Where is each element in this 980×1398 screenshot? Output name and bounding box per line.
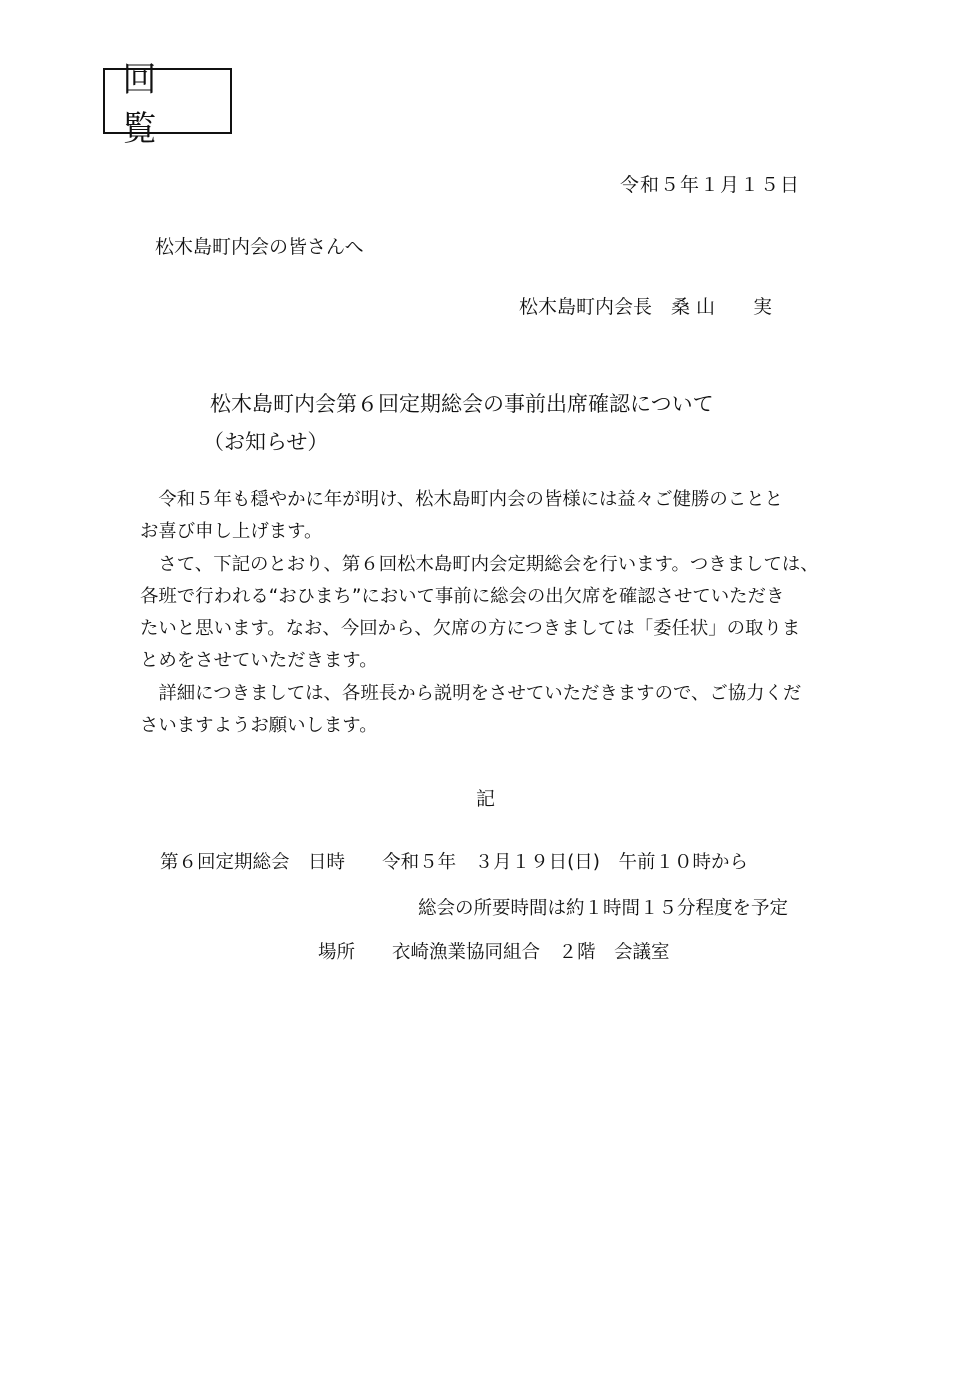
datetime-value: 令和５年 ３月１９日(日) 午前１０時から [382, 852, 748, 873]
kairan-stamp-box: 回 覧 [103, 68, 232, 134]
body-line: 詳細につきましては、各班長から説明をさせていただきますので、ご協力くだ [140, 682, 802, 704]
place-value: 衣崎漁業協同組合 ２階 会議室 [392, 942, 670, 963]
document-date: 令和５年１月１５日 [620, 174, 801, 196]
event-label: 第６回定期総会 [160, 852, 290, 873]
datetime-label: 日時 [308, 852, 346, 873]
body-line: とめをさせていただきます。 [140, 650, 378, 672]
detail-place-row [318, 938, 670, 964]
body-line: 令和５年も穏やかに年が明け、松木島町内会の皆様には益々ご健勝のことと [140, 489, 783, 510]
detail-datetime-row [160, 848, 748, 874]
recipient-line: 松木島町内会の皆さんへ [155, 236, 364, 258]
document-title: 松木島町内会第６回定期総会の事前出席確認について [210, 392, 714, 416]
document-subtitle: （お知らせ） [203, 430, 329, 454]
body-paragraphs [140, 484, 840, 742]
body-line: 各班で行われる“おひまち”において事前に総会の出欠席を確認させていただき [140, 585, 785, 607]
ki-heading: 記 [476, 788, 496, 810]
body-line: さて、下記のとおり、第６回松木島町内会定期総会を行います。つきましては、 [140, 553, 819, 575]
detail-duration-row: 総会の所要時間は約１時間１５分程度を予定 [418, 898, 789, 919]
sender-line: 松木島町内会長 桑 山 実 [519, 296, 773, 318]
body-line: たいと思います。なお、今回から、欠席の方につきましては「委任状」の取りま [140, 618, 801, 640]
body-line: さいますようお願いします。 [140, 715, 378, 737]
place-label: 場所 [318, 942, 356, 963]
body-line: お喜び申し上げます。 [140, 521, 323, 543]
